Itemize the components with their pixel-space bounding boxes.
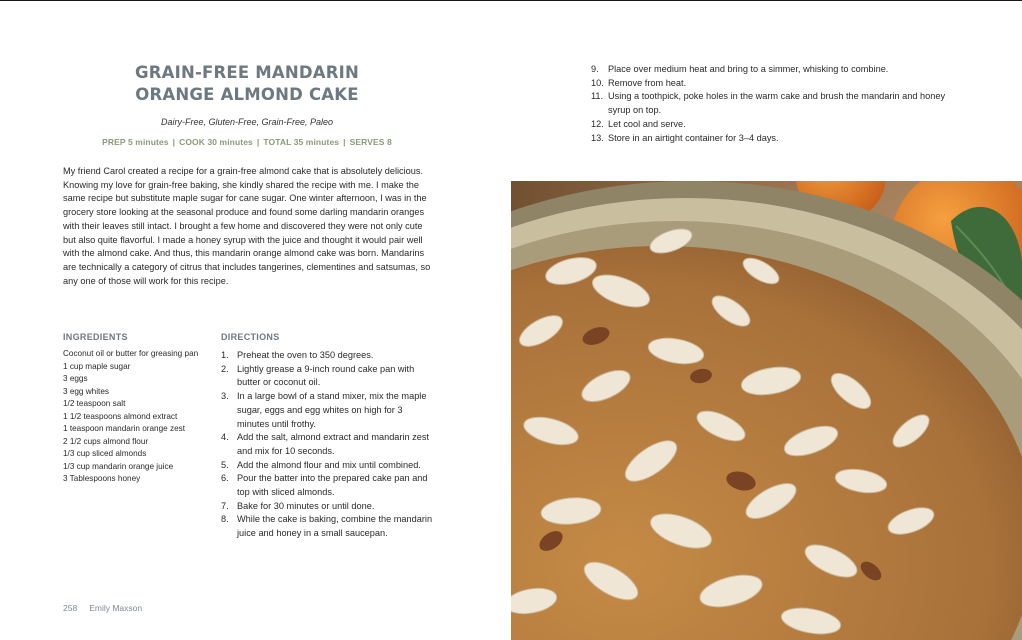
direction-step <box>221 500 437 514</box>
step-text: Add the almond flour and mix until combined. <box>237 459 421 470</box>
directions-list <box>221 349 437 541</box>
ingredients-list <box>63 348 213 486</box>
step-text: Pour the batter into the prepared cake pan and top with sliced almonds. <box>237 473 428 498</box>
direction-step <box>221 363 437 390</box>
top-rule <box>0 0 1022 1</box>
prep-time: PREP 5 minutes <box>102 137 169 147</box>
ingredient-item: 3 egg whites <box>63 386 109 396</box>
direction-step <box>221 459 437 473</box>
step-text: Preheat the oven to 350 degrees. <box>237 350 374 360</box>
ingredient-item: 1 teaspoon mandarin orange zest <box>63 424 185 433</box>
direction-step <box>221 513 437 540</box>
step-text: Store in an airtight container for 3–4 days. <box>608 132 779 143</box>
meta-separator: | <box>343 137 346 147</box>
directions-list-continued <box>591 63 961 145</box>
ingredient-item: Coconut oil or butter for greasing pan <box>63 349 199 358</box>
total-time: TOTAL 35 minutes <box>263 137 340 147</box>
direction-step <box>221 390 437 431</box>
title-line-1: GRAIN-FREE MANDARIN <box>135 63 359 82</box>
direction-step <box>591 77 961 91</box>
direction-step <box>221 472 437 499</box>
step-text: Using a toothpick, poke holes in the warm cake and brush the mandarin and honey syrup on top. <box>608 91 946 116</box>
ingredients-heading: INGREDIENTS <box>63 332 128 342</box>
step-text: Let cool and serve. <box>608 118 686 129</box>
ingredient-item: 1 1/2 teaspoons almond extract <box>63 411 178 421</box>
ingredient-item: 1/2 teaspoon salt <box>63 399 126 408</box>
directions-heading: DIRECTIONS <box>221 332 280 342</box>
direction-step <box>221 431 437 458</box>
step-number: 4. <box>221 432 229 443</box>
meta-separator: | <box>172 137 176 147</box>
step-text: Place over medium heat and bring to a simmer, whisking to combine. <box>608 64 889 74</box>
step-number: 7. <box>221 500 229 511</box>
ingredient-item: 1 cup maple sugar <box>63 361 131 371</box>
step-number: 2. <box>221 363 229 374</box>
servings: SERVES 8 <box>349 137 392 147</box>
step-text: Bake for 30 minutes or until done. <box>237 500 375 511</box>
step-number: 5. <box>221 459 229 470</box>
meta-separator: | <box>256 137 260 147</box>
recipe-title <box>62 62 432 106</box>
cook-time: COOK 30 minutes <box>179 137 253 147</box>
step-text: While the cake is baking, combine the mandarin juice and honey in a small saucepan. <box>237 514 433 539</box>
ingredient-item: 3 Tablespoons honey <box>63 474 141 483</box>
ingredient-item: 1/3 cup sliced almonds <box>63 449 147 458</box>
step-number: 12. <box>591 118 604 129</box>
recipe-meta <box>62 137 432 147</box>
author-name: Emily Maxson <box>89 603 143 613</box>
ingredient-item: 2 1/2 cups almond flour <box>63 436 149 446</box>
dietary-subtitle: Dairy-Free, Gluten-Free, Grain-Free, Paleo <box>160 117 334 127</box>
cake-photo <box>511 181 1022 640</box>
step-number: 10. <box>591 77 604 88</box>
title-line-2: ORANGE ALMOND CAKE <box>135 85 359 104</box>
direction-step <box>591 63 961 77</box>
step-number: 6. <box>221 473 229 484</box>
page-footer <box>63 603 142 613</box>
step-number: 9. <box>591 64 599 74</box>
step-number: 3. <box>221 391 229 402</box>
ingredient-item: 1/3 cup mandarin orange juice <box>63 461 174 471</box>
direction-step <box>591 132 961 146</box>
step-number: 11. <box>591 91 604 102</box>
ingredient-item: 3 eggs <box>63 374 88 383</box>
direction-step <box>591 90 961 117</box>
step-number: 1. <box>221 350 229 360</box>
step-text: Lightly grease a 9-inch round cake pan with butter or coconut oil. <box>237 363 415 388</box>
intro-paragraph: My friend Carol created a recipe for a grain-free almond cake that is absolutely delicious. Knowing my love for grain-free baking, she kindly shared the recipe with me. I make the same recipe but substitute maple sugar for cane sugar. One winter afternoon, I was in the grocery store looking at the seasonal produce and found some darling mandarin oranges with their leaves still intact. I brought a few home and discovered they were not only cute but also quite flavorful. I made a honey syrup with the juice and thought it would pair well with the almond cake. And thus, this mandarin orange almond cake was born. Mandarins are technically a category of citrus that includes tangerines, clementines and satsumas, so any one of those will work for this recipe. <box>63 166 431 286</box>
step-text: Remove from heat. <box>608 77 687 88</box>
step-text: Add the salt, almond extract and mandarin zest and mix for 10 seconds. <box>237 432 430 456</box>
step-text: In a large bowl of a stand mixer, mix the maple sugar, eggs and egg whites on high for 3 minutes until frothy. <box>237 391 427 429</box>
direction-step <box>591 118 961 132</box>
direction-step <box>221 349 437 363</box>
step-number: 13. <box>591 132 604 143</box>
step-number: 8. <box>221 514 229 525</box>
cake-photo-illustration <box>511 181 1022 640</box>
page-number: 258 <box>63 603 78 613</box>
